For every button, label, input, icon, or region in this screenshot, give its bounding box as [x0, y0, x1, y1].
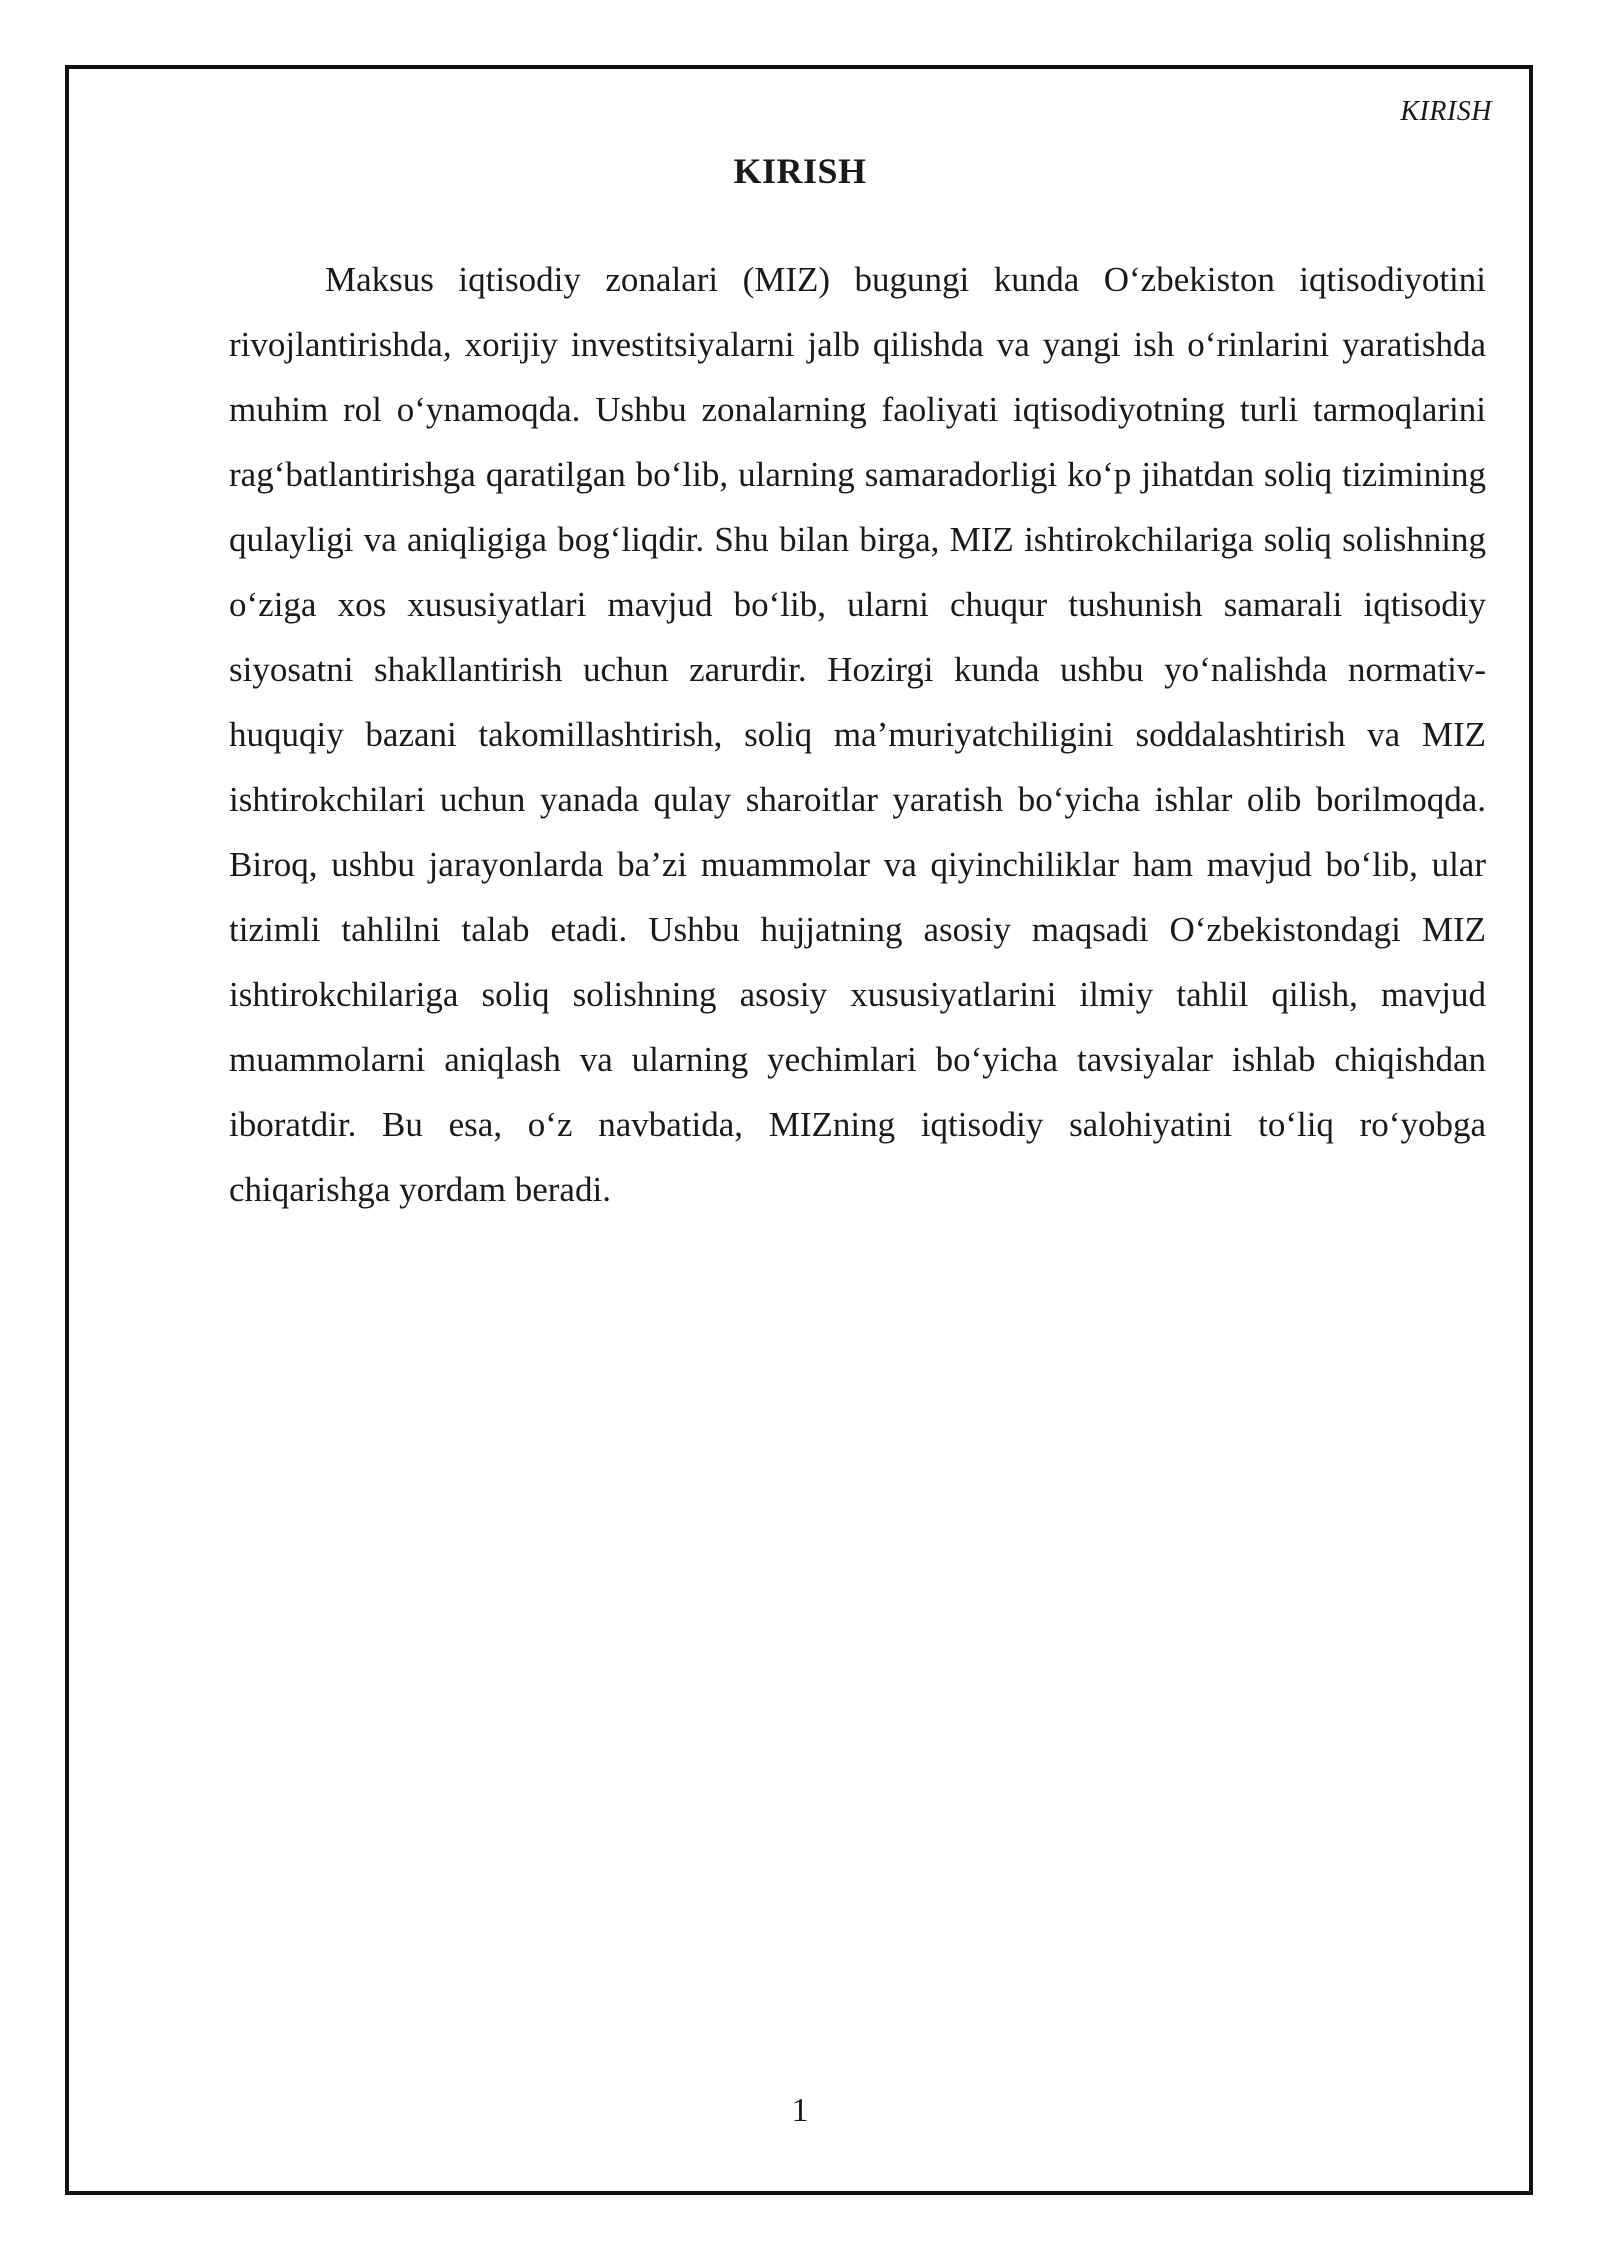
page-title: KIRISH	[733, 151, 867, 191]
running-header: KIRISH	[1400, 96, 1492, 127]
body-paragraph: Maksus iqtisodiy zonalari (MIZ) bugungi kunda O‘zbekiston iqtisodiyotini rivojlantirishda, xorijiy investitsiyalarni jalb qilishda va yangi ish o‘rinlarini yaratishda muhim rol o‘ynamoqda. Ushbu zonalarning faoliyati iqtisodiyotning turli tarmoqlarini rag‘batlantirishga qaratilgan bo‘lib, ularning samaradorligi ko‘p jihatdan soliq tizimining qulayligi va aniqligiga bog‘liqdir. Shu bilan birga, MIZ ishtirokchilariga soliq solishning o‘ziga xos xususiyatlari mavjud bo‘lib, ularni chuqur tushunish samarali iqtisodiy siyosatni shakllantirish uchun zarurdir. Hozirgi kunda ushbu yo‘nalishda normativ-huquqiy bazani takomillashtirish, soliq ma’muriyatchiligini soddalashtirish va MIZ ishtirokchilari uchun yanada qulay sharoitlar yaratish bo‘yicha ishlar olib borilmoqda. Biroq, ushbu jarayonlarda ba’zi muammolar va qiyinchiliklar ham mavjud bo‘lib, ular tizimli tahlilni talab etadi. Ushbu hujjatning asosiy maqsadi O‘zbekistondagi MIZ ishtirokchilariga soliq solishning asosiy xususiyatlarini ilmiy tahlil qilish, mavjud muammolarni aniqlash va ularning yechimlari bo‘yicha tavsiyalar ishlab chiqishdan iboratdir. Bu esa, o‘z navbatida, MIZning iqtisodiy salohiyatini to‘liq ro‘yobga chiqarishga yordam beradi.	[229, 260, 1486, 1209]
page-number: 1	[791, 2092, 809, 2129]
